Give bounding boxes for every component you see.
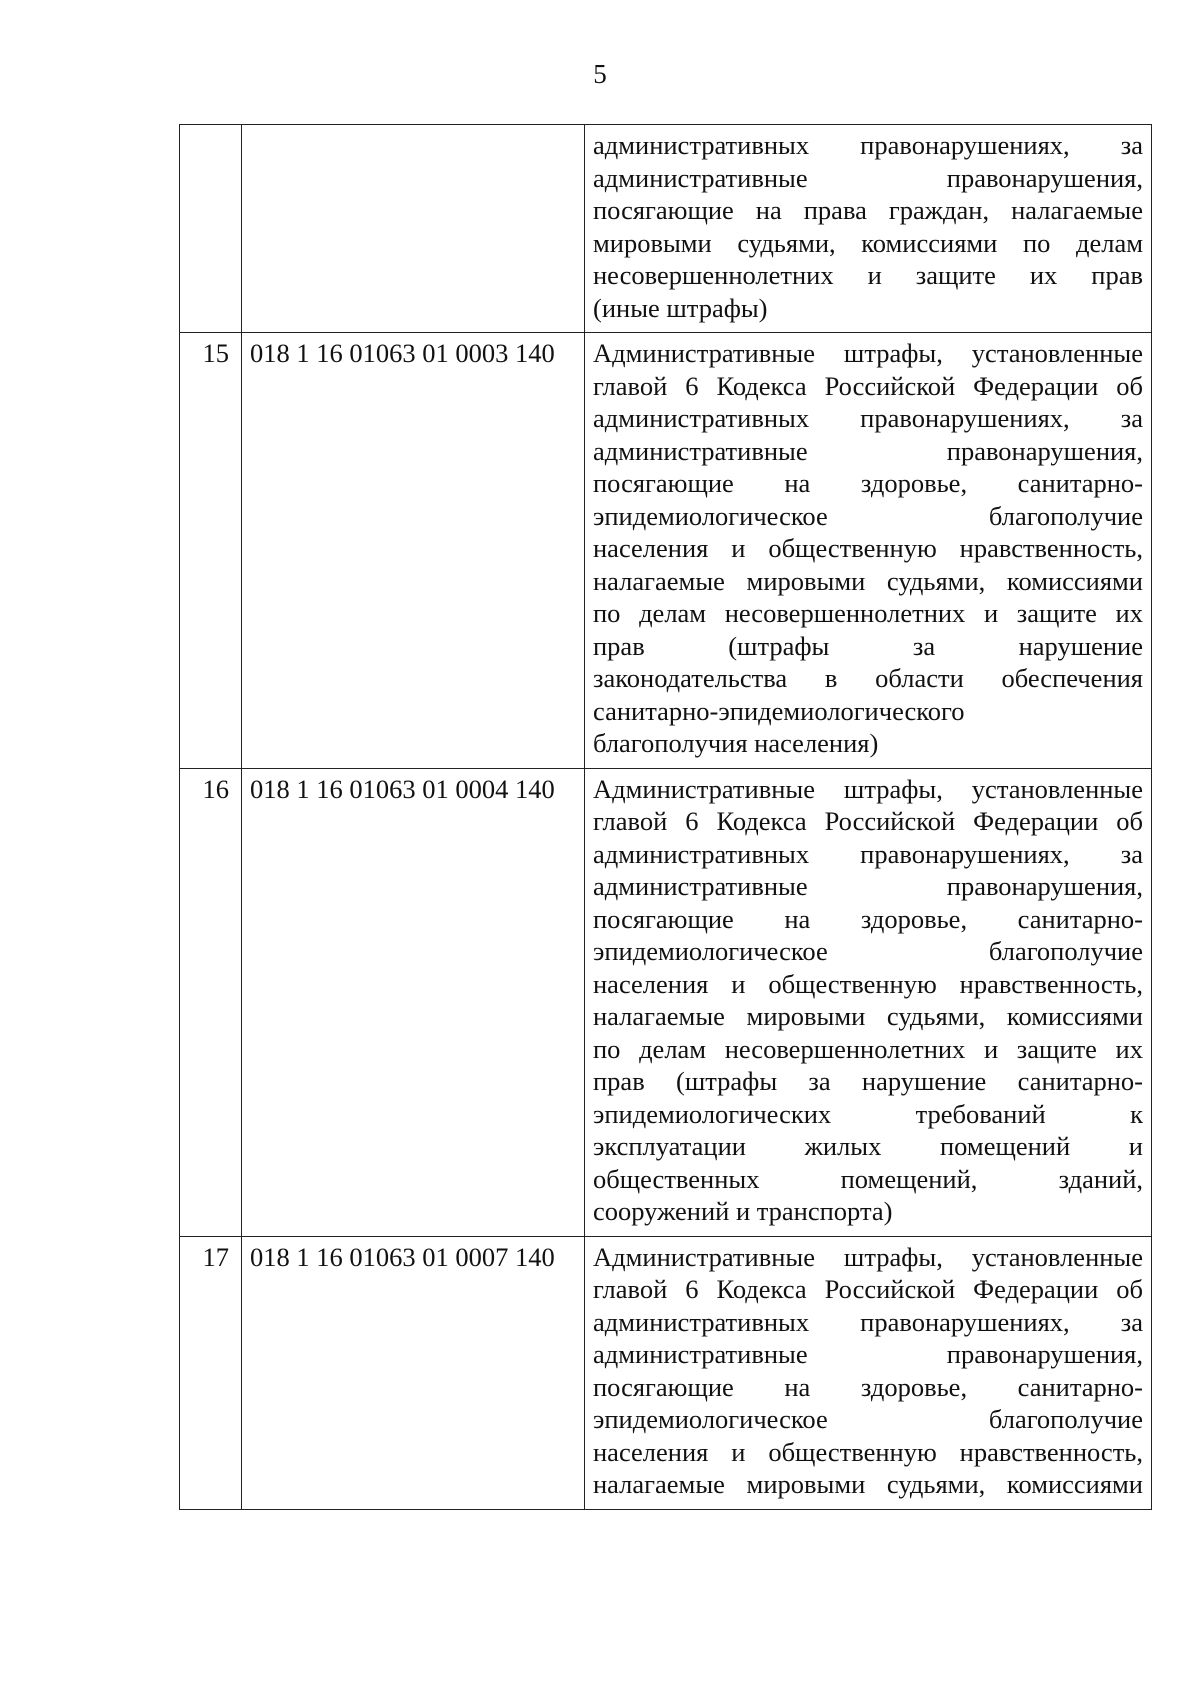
- row-number: 15: [180, 333, 242, 769]
- description-line: прав (штрафы за нарушение: [593, 630, 1143, 661]
- description-line: административных правонарушениях, за: [593, 403, 1143, 433]
- description-line: главой 6 Кодекса Российской Федерации об: [593, 806, 1143, 836]
- description-line: (иные штрафы): [593, 292, 768, 323]
- row-number: [180, 125, 242, 333]
- codes-table: [179, 124, 1152, 1510]
- description-line: административных правонарушениях, за: [593, 1306, 1143, 1337]
- description-line: главой 6 Кодекса Российской Федерации об: [593, 1274, 1143, 1304]
- budget-code: 018 1 16 01063 01 0007 140: [242, 1236, 585, 1509]
- description-line: несовершеннолетних и защите их прав: [593, 260, 1143, 290]
- budget-code: 018 1 16 01063 01 0004 140: [242, 768, 585, 1236]
- description-line: Административные штрафы, установленные: [593, 338, 1143, 368]
- page-number: 5: [593, 59, 607, 89]
- description-line: законодательства в области обеспечения: [593, 663, 1143, 693]
- description-line: общественных помещений, зданий,: [593, 1163, 1143, 1194]
- row-number: 17: [180, 1236, 242, 1509]
- description-line: посягающие на здоровье, санитарно-: [593, 468, 1143, 498]
- description-line: по делам несовершеннолетних и защите их: [593, 598, 1143, 628]
- description-line: населения и общественную нравственность,: [593, 533, 1143, 563]
- row-description: [585, 333, 1152, 769]
- description-line: эксплуатации жилых помещений и: [593, 1131, 1143, 1161]
- description-line: налагаемые мировыми судьями, комиссиями: [593, 565, 1143, 596]
- description-line: посягающие на права граждан, налагаемые: [593, 195, 1143, 225]
- budget-code: [242, 125, 585, 333]
- row-description: [585, 125, 1152, 333]
- description-line: по делам несовершеннолетних и защите их: [593, 1033, 1143, 1064]
- description-line: населения и общественную нравственность,: [593, 1436, 1143, 1467]
- description-line: административные правонарушения,: [593, 162, 1143, 193]
- table-row: [180, 333, 1152, 769]
- row-description: [585, 768, 1152, 1236]
- description-line: Административные штрафы, установленные: [593, 1241, 1143, 1272]
- description-line: административных правонарушениях, за: [593, 838, 1143, 869]
- description-line: налагаемые мировыми судьями, комиссиями: [593, 1001, 1143, 1031]
- row-number: 16: [180, 768, 242, 1236]
- description-line: Административные штрафы, установленные: [593, 773, 1143, 804]
- description-line: посягающие на здоровье, санитарно-: [593, 1371, 1143, 1402]
- description-line: эпидемиологическое благополучие: [593, 500, 1143, 531]
- row-description: [585, 1236, 1152, 1509]
- description-line: мировыми судьями, комиссиями по делам: [593, 227, 1143, 258]
- description-line: прав (штрафы за нарушение санитарно-: [593, 1066, 1143, 1096]
- description-line: эпидемиологическое благополучие: [593, 936, 1143, 966]
- table-row: [180, 125, 1152, 333]
- description-line: административных правонарушениях, за: [593, 130, 1143, 160]
- description-line: посягающие на здоровье, санитарно-: [593, 903, 1143, 934]
- description-line: главой 6 Кодекса Российской Федерации об: [593, 370, 1143, 401]
- description-line: налагаемые мировыми судьями, комиссиями: [593, 1469, 1143, 1499]
- description-line: эпидемиологическое благополучие: [593, 1404, 1143, 1434]
- table-row: [180, 768, 1152, 1236]
- description-line: административные правонарушения,: [593, 435, 1143, 466]
- description-line: населения и общественную нравственность,: [593, 968, 1143, 999]
- description-line: эпидемиологических требований к: [593, 1098, 1143, 1129]
- description-line: сооружений и транспорта): [593, 1196, 893, 1226]
- description-line: административные правонарушения,: [593, 1339, 1143, 1369]
- description-line: санитарно-эпидемиологического: [593, 695, 965, 726]
- budget-code: 018 1 16 01063 01 0003 140: [242, 333, 585, 769]
- description-line: административные правонарушения,: [593, 871, 1143, 901]
- description-line: благополучия населения): [593, 728, 879, 758]
- table-row: [180, 1236, 1152, 1509]
